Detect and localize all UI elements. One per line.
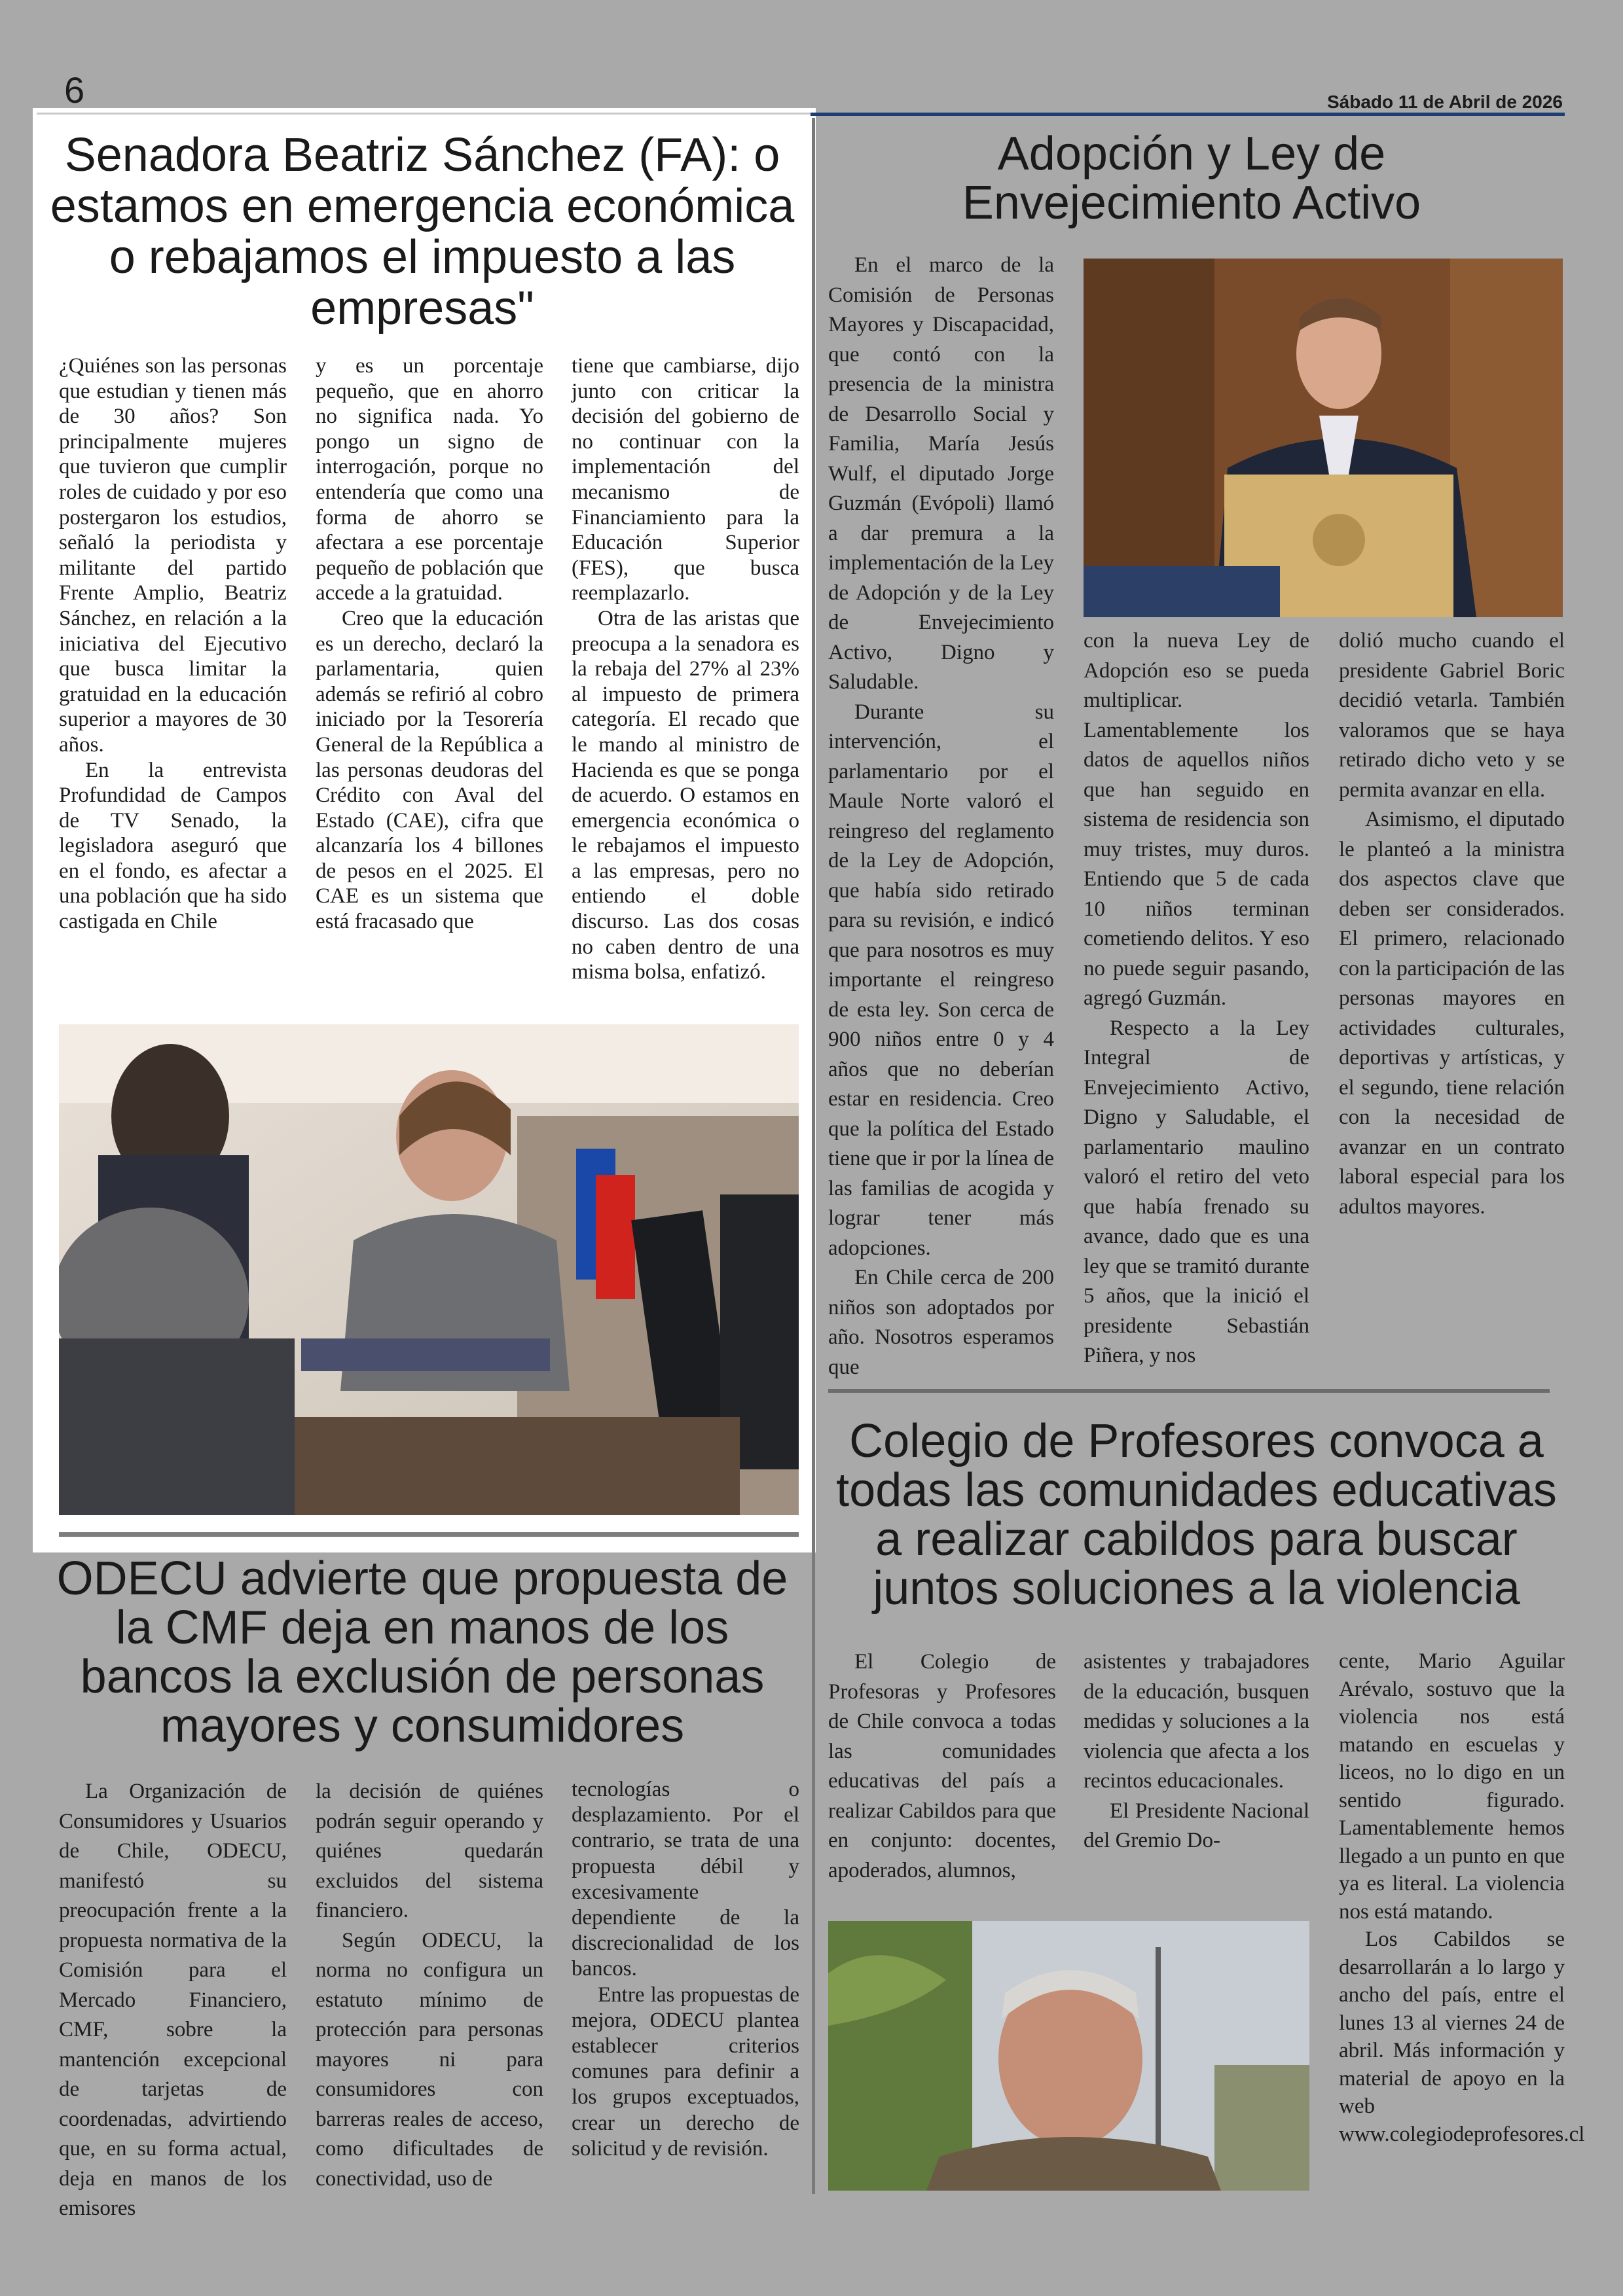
- odecu-column-2: [316, 1777, 543, 2194]
- adopcion-column-2: [1084, 626, 1309, 1371]
- sanchez-column-2: [316, 353, 543, 935]
- paragraph: ¿Quiénes son las personas que estudian y tienen más de 30 años? Son principalmente mujeres que tuvieron que cumplir roles de cuidado y por eso postergaron los estudios, señaló la periodista y militante del partido Frente Amplio, Beatriz Sánchez, en relación a la iniciativa del Ejecutivo que busca limitar la gratuidad en la educación superior a mayores de 30 años.: [59, 354, 287, 757]
- top-rule-right: [811, 113, 1565, 116]
- paragraph: En el marco de la Comisión de Personas Mayores y Discapacidad, que contó con la presencia de la ministra de Desarrollo Social y Familia, María Jesús Wulf, el diputado Jorge Guzmán (Evópoli) llamó a dar premura a la implementación de la Ley de Adopción y de la Ley de Envejecimiento Activo, Digno y Saludable.: [828, 253, 1054, 694]
- top-rule-left: [37, 113, 816, 115]
- adopcion-headline: Adopción y Ley de Envejecimiento Activo: [962, 128, 1421, 229]
- paragraph: Entre las propuestas de mejora, ODECU plantea establecer criterios comunes para definir a los grupos exceptuados, crear un derecho de solicitud y de revisión.: [572, 1982, 799, 2161]
- senate-session-photo: [59, 1024, 799, 1515]
- paragraph: La Organización de Consumidores y Usuarios de Chile, ODECU, manifestó su preocupación frente a la propuesta normativa de la Comisión para el Mercado Financiero, CMF, sobre la mantención excepcional de tarjetas de coordenadas, advirtiendo que, en su forma actual, deja en manos de los emisores: [59, 1780, 287, 2220]
- paragraph: En la entrevista Profundidad de Campos de TV Senado, la legisladora aseguró que en el fondo, es afectar a una población que ha sido castigada en Chile: [59, 758, 287, 934]
- adopcion-column-3: [1339, 626, 1565, 1222]
- section-divider-left: [59, 1532, 799, 1537]
- paragraph: asistentes y trabajadores de la educación, busquen medidas y soluciones a la violencia que afecta a los recintos educacionales.: [1084, 1650, 1309, 1793]
- paragraph: y es un porcentaje pequeño, que en ahorro no significa nada. Yo pongo un signo de interrogación, porque no entendería que como una forma de ahorro se afectara a ese porcentaje pequeño de población que accede a la gratuidad.: [316, 354, 543, 605]
- paragraph: tecnologías o desplazamiento. Por el contrario, se trata de una propuesta débil y excesivamente dependiente de la discrecionalidad de los bancos.: [572, 1778, 799, 1981]
- paragraph: tiene que cambiarse, dijo junto con criticar la decisión del gobierno de no continuar con la implementación del mecanismo de Financiamiento para la Educación Superior (FES), que busca reemplazarlo.: [572, 354, 799, 605]
- aguilar-photo: [828, 1921, 1309, 2191]
- odecu-column-1: [59, 1777, 287, 2224]
- paragraph: Respecto a la Ley Integral de Envejecimiento Activo, Digno y Saludable, el parlamentario maulino valoró el retiro del veto que había frenado su avance, dado que es una ley que se tramitó durante 5 años, que la inició el presidente Sebastián Piñera, y nos: [1084, 1016, 1309, 1367]
- page-number: 6: [64, 69, 85, 111]
- section-divider-right: [828, 1389, 1550, 1393]
- paragraph: El Presidente Nacional del Gremio Do-: [1084, 1799, 1309, 1852]
- sanchez-column-1: [59, 353, 287, 935]
- paragraph: la decisión de quiénes podrán seguir operando y quiénes quedarán excluidos del sistema financiero.: [316, 1780, 543, 1922]
- paragraph: con la nueva Ley de Adopción eso se pueda multiplicar. Lamentablemente los datos de aquellos niños que han seguido en sistema de residencia son muy tristes, muy duros. Entiendo que 5 de cada 10 niños terminan cometiendo delitos. Y eso no puede seguir pasando, agregó Guzmán.: [1084, 629, 1309, 1010]
- odecu-column-3: [572, 1777, 799, 2162]
- column-divider: [812, 118, 815, 2194]
- paragraph: El Colegio de Profesoras y Profesores de Chile convoca a todas las comunidades educativas del país a realizar Cabildos para que en conjunto: docentes, apoderados, alumnos,: [828, 1650, 1056, 1882]
- paragraph: Asimismo, el diputado le planteó a la ministra dos aspectos clave que deben ser considerados. El primero, relacionado con la participación de las personas mayores en actividades culturales, deportivas y artísticas, y el segundo, tiene relación con la necesidad de avanzar en un contrato laboral especial para los adultos mayores.: [1339, 808, 1565, 1219]
- colegio-column-2: [1084, 1647, 1309, 1856]
- page-date: Sábado 11 de Abril de 2026: [1326, 92, 1563, 112]
- sanchez-column-3: [572, 353, 799, 985]
- colegio-column-3: [1339, 1647, 1585, 2148]
- paragraph: Durante su intervención, el parlamentario por el Maule Norte valoró el reingreso del reglamento de la Ley de Adopción, que había sido retirado para su revisión, e indicó que para nosotros es muy importante el reingreso de esta ley. Son cerca de 900 niños entre 0 y 4 años que no deberían estar en residencia. Creo que la política del Estado tiene que ir por la línea de las familias de acogida y lograr tener más adopciones.: [828, 700, 1054, 1260]
- paragraph: Los Cabildos se desarrollarán a lo largo y ancho del país, entre el lunes 13 al viernes 24 de abril. Más información y material de apoyo en la web www.colegiodeprofesores.cl: [1339, 1928, 1585, 2146]
- paragraph: cente, Mario Aguilar Arévalo, sostuvo que la violencia nos está matando en escuelas y liceos, no lo digo en un sentido figurado. Lamentablemente hemos llegado a un punto en que ya es literal. La violencia nos está matando.: [1339, 1649, 1565, 1924]
- paragraph: dolió mucho cuando el presidente Gabriel Boric decidió vetarla. También valoramos que se haya retirado dicho veto y se permita avanzar en ella.: [1339, 629, 1565, 802]
- paragraph: Según ODECU, la norma no configura un estatuto mínimo de protección para personas mayores ni para consumidores con barreras reales de acceso, como dificultades de conectividad, uso de: [316, 1928, 543, 2191]
- colegio-headline: Colegio de Profesores convoca a todas las comunidades educativas a realizar cabildos para buscar juntos soluciones a la violencia: [836, 1415, 1557, 1615]
- sanchez-headline: Senadora Beatriz Sánchez (FA): o estamos en emergencia económica o rebajamos el impuesto a las empresas": [50, 129, 795, 334]
- colegio-column-1: [828, 1647, 1056, 1886]
- odecu-headline: ODECU advierte que propuesta de la CMF deja en manos de los bancos la exclusión de personas mayores y consumidores: [56, 1552, 788, 1752]
- adopcion-column-1: [828, 251, 1054, 1382]
- paragraph: En Chile cerca de 200 niños son adoptados por año. Nosotros esperamos que: [828, 1266, 1054, 1379]
- paragraph: Creo que la educación es un derecho, declaró la parlamentaria, quien además se refirió al cobro iniciado por la Tesorería General de la República a las personas deudoras del Crédito con Aval del Estado (CAE), cifra que alcanzaría los 4 billones de pesos en el 2025. El CAE es un sistema que está fracasado que: [316, 606, 543, 934]
- deputy-guzman-photo: [1084, 259, 1563, 617]
- paragraph: Otra de las aristas que preocupa a la senadora es la rebaja del 27% al 23% al impuesto de primera categoría. El recado que le mando al ministro de Hacienda es que se ponga de acuerdo. O estamos en emergencia económica o le rebajamos el impuesto a las empresas, pero no entiendo el doble discurso. Las dos cosas no caben dentro de una misma bolsa, enfatizó.: [572, 606, 799, 984]
